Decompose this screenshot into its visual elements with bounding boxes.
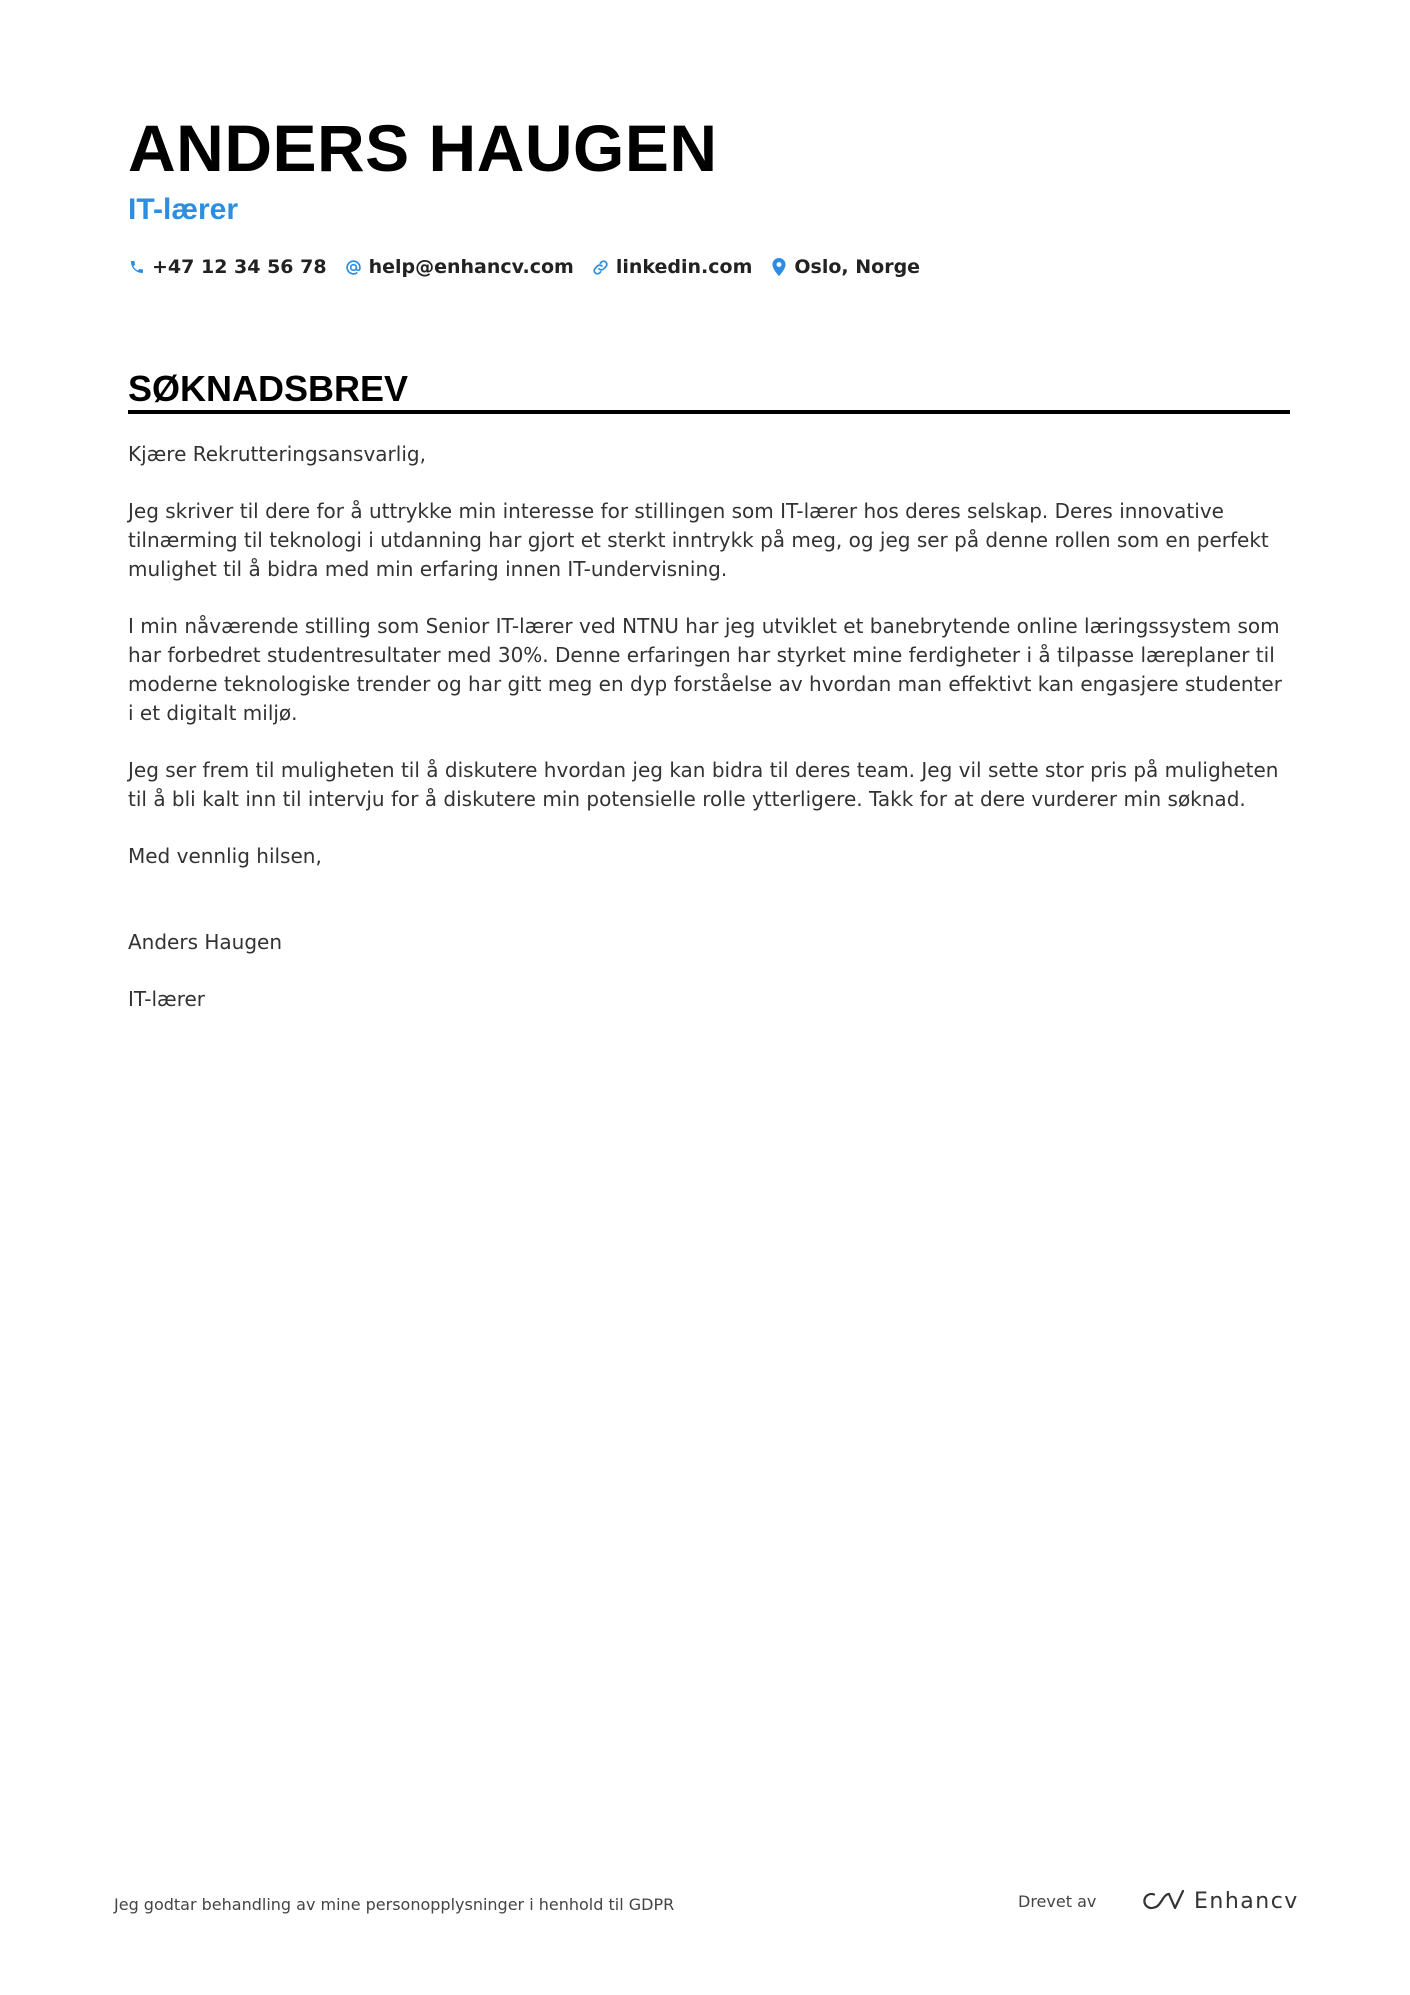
- section-divider: [128, 410, 1290, 414]
- powered-by-label: Drevet av: [1018, 1892, 1097, 1911]
- location-pin-icon: [770, 257, 788, 277]
- letter-closing: Med vennlig hilsen,: [128, 844, 322, 868]
- letter-paragraph: Jeg ser frem til muligheten til å diskutere hvordan jeg kan bidra til deres team. Jeg vil sette stor pris på muligheten til å bli kalt inn til intervju for å diskutere min potensielle rolle ytterligere. Takk for at dere vurderer min søknad.: [128, 758, 1279, 811]
- signature-name: Anders Haugen: [128, 930, 283, 954]
- contact-phone: [128, 256, 327, 278]
- page-footer: [0, 1880, 1410, 1930]
- contact-email[interactable]: [345, 256, 574, 278]
- link-icon: [592, 257, 610, 277]
- contact-phone-text: +47 12 34 56 78: [152, 256, 327, 278]
- enhancv-brand-link[interactable]: [1138, 1884, 1299, 1918]
- signature-title: IT-lærer: [128, 987, 206, 1011]
- enhancv-logo-icon: [1138, 1887, 1186, 1915]
- applicant-name: ANDERS HAUGEN: [128, 111, 718, 185]
- phone-icon: [128, 257, 146, 277]
- letter-body: [128, 440, 1290, 1042]
- letter-greeting: Kjære Rekrutteringsansvarlig,: [128, 442, 426, 466]
- gdpr-consent-text: Jeg godtar behandling av mine personopplysninger i henhold til GDPR: [114, 1895, 675, 1914]
- letter-paragraph: Jeg skriver til dere for å uttrykke min interesse for stillingen som IT-lærer hos deres selskap. Deres innovative tilnærming til teknologi i utdanning har gjort et sterkt inntrykk på meg, og jeg ser på denne rollen som en perfekt mulighet til å bidra med min erfaring innen IT-undervisning.: [128, 499, 1269, 581]
- contact-info-bar: [128, 252, 938, 282]
- at-icon: [345, 257, 363, 277]
- applicant-job-title: IT-lærer: [128, 193, 239, 226]
- contact-email-text[interactable]: help@enhancv.com: [368, 256, 574, 278]
- contact-linkedin[interactable]: [592, 256, 753, 278]
- letter-paragraph: I min nåværende stilling som Senior IT-lærer ved NTNU har jeg utviklet et banebrytende online læringssystem som har forbedret studentresultater med 30%. Denne erfaringen har styrket mine ferdigheter i å tilpasse læreplaner til moderne teknologiske trender og har gitt meg en dyp forståelse av hvordan man effektivt kan engasjere studenter i et digitalt miljø.: [128, 614, 1282, 725]
- contact-location-text: Oslo, Norge: [794, 256, 921, 278]
- brand-name: Enhancv: [1194, 1888, 1299, 1914]
- contact-location: [770, 256, 920, 278]
- contact-linkedin-text[interactable]: linkedin.com: [615, 256, 753, 278]
- section-title: SØKNADSBREV: [128, 368, 409, 409]
